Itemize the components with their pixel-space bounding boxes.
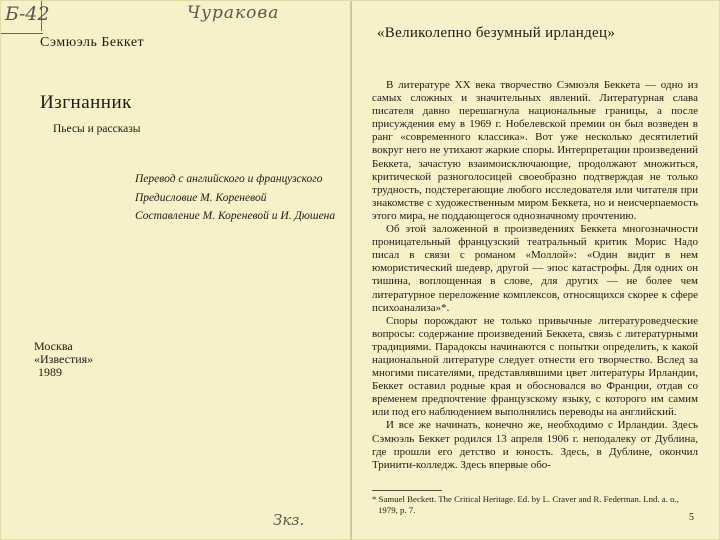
book-title: Изгнанник — [40, 92, 132, 113]
footnote — [372, 490, 698, 516]
foreword-credit: Предисловие М. Кореневой — [135, 192, 267, 204]
essay-body — [372, 79, 698, 472]
paragraph: Об этой заложенной в произведениях Беккета многозначности проницательный французский театральный критик Морис Надо писал в связи с романом «Моллой»: «Один видит в нем юмористический шедевр, другой — эпос катастрофы. Для одних он тишина, воплощенная в слове, для других — не более чем литературное переложение комплексов, относящихся скорее к сфере психоанализа»*. — [372, 223, 698, 314]
paragraph: Споры порождают не только привычные литературоведческие вопросы: содержание произведений Беккета, связь с литературными традициями. Парадоксы начинаются с попытки определить, к какой национальной литературе следует отнести его творчество. Вслед за многими писателями, представлявшими цвет литературы Ирландии, Беккет оставил родные края и обосновался во Франции, отдав со временем предпочтение французскому языку, с которого им самим или под его наблюдением выполнялись переводы на английский. — [372, 314, 698, 419]
title-page — [1, 1, 350, 540]
book-subtitle: Пьесы и рассказы — [53, 123, 141, 135]
footnote-divider — [372, 490, 442, 491]
page-number: 5 — [689, 512, 694, 523]
paragraph: В литературе XX века творчество Сэмюэля Беккета — одно из самых сложных и значительных явлений. Литературная слава писателя давно перешагнула национальные границы, а после присуждения ему в 1969 г. Нобелевской премии он был возведен в ранг «современного классика». Вот уже несколько десятилетий вокруг него не утихают жаркие споры. Интерпретации произведений Беккета, зачастую взаимоисключающие, продолжают множиться, критической разноголосицей своеобразно подтверждая не только трудность, подстерегающие любого исследователя или читателя при знакомстве с художественным миром Беккета, но и неисчерпаемость этого мира, не поддающегося однозначному прочтению. — [372, 79, 698, 222]
translation-credit: Перевод с английского и французского — [135, 173, 323, 185]
compilation-credit: Составление М. Кореневой и И. Дюшена — [135, 210, 336, 222]
paragraph: И все же начинать, конечно же, необходимо с Ирландии. Здесь Сэмюэль Беккет родился 13 апреля 1906 г. неподалеку от Дублина, где прошли его детство и юность. Здесь, в Дублине, окончил Тринити-колледж. Здесь впервые обо- — [372, 419, 698, 471]
author-name: Сэмюэль Беккет — [40, 35, 145, 50]
publication-city: Москва — [34, 339, 73, 353]
handwritten-catalog-code: Б-42 — [5, 3, 50, 25]
essay-title: «Великолепно безумный ирландец» — [377, 25, 616, 41]
essay-page — [352, 1, 720, 540]
handwritten-stroke — [1, 33, 43, 34]
handwritten-note: Зкз. — [273, 511, 305, 529]
footnote-text: * Samuel Beckett. The Critical Heritage. Ed. by L. Craver and R. Federman. Lnd. a. o., 1979, p. 7. — [372, 494, 679, 515]
publication-year: 1989 — [38, 365, 62, 379]
publisher-name: «Известия» — [34, 352, 94, 366]
handwritten-name: Чуракова — [187, 3, 280, 23]
